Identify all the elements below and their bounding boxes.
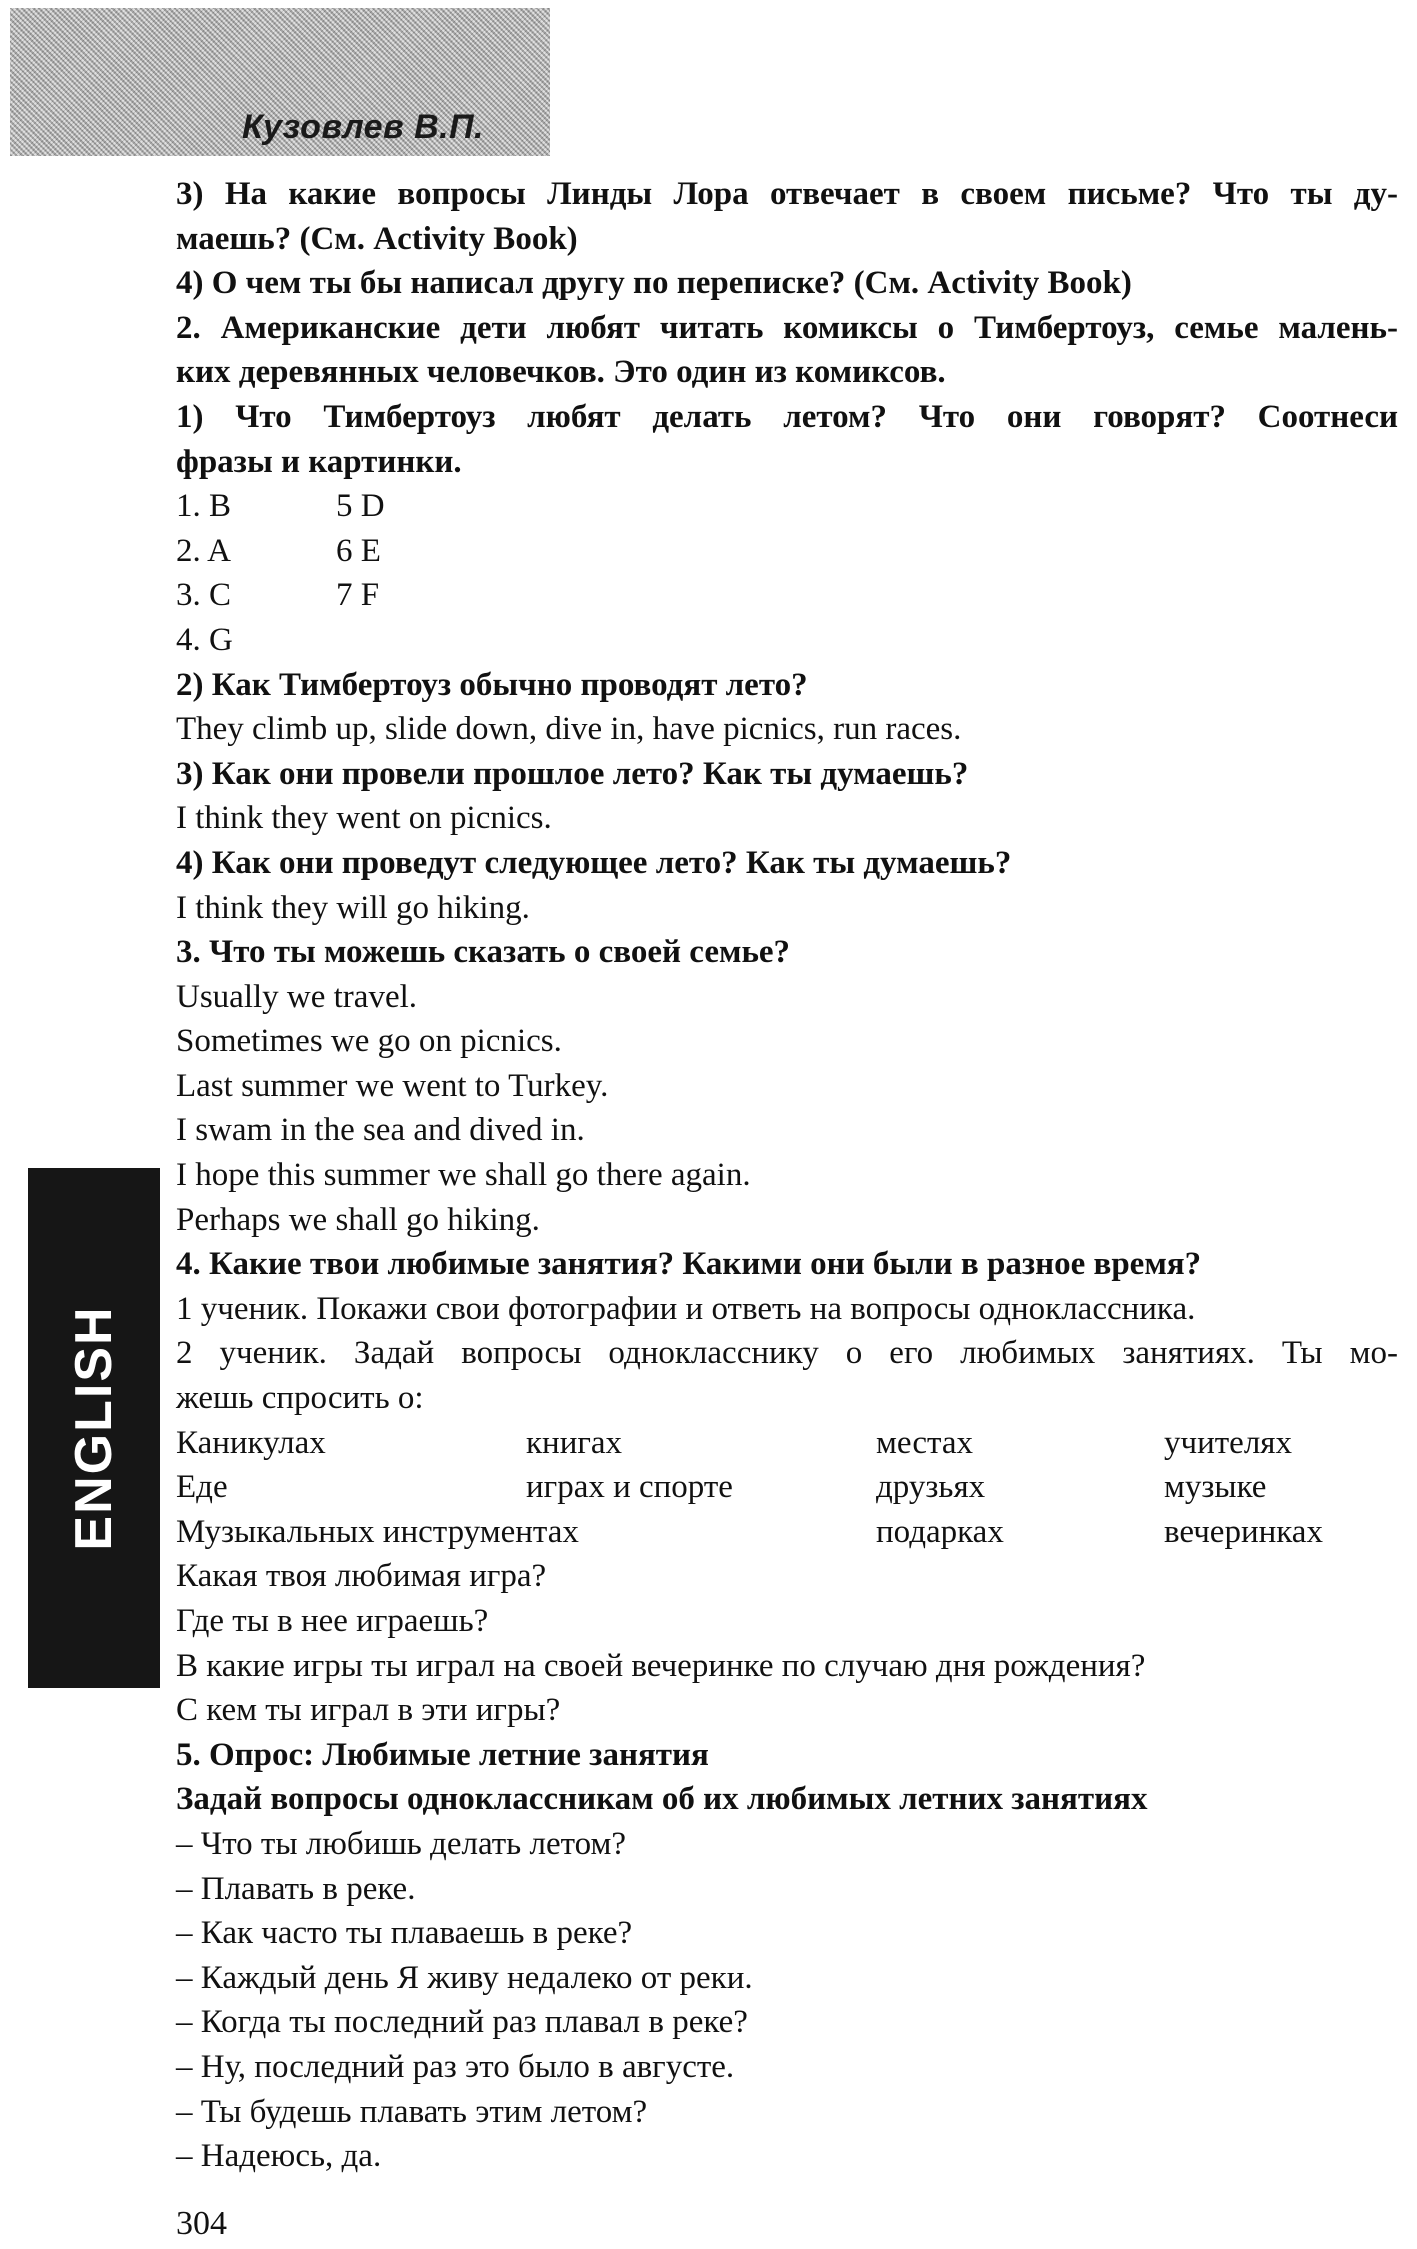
instruction-line: 2 ученик. Задай вопросы однокласснику о его любимых занятиях. Ты мо- — [176, 1335, 1398, 1372]
answer-line: They climb up, slide down, dive in, have picnics, run races. — [176, 711, 962, 748]
topic-item: книгах — [526, 1424, 623, 1461]
answer-line: I think they will go hiking. — [176, 889, 530, 926]
answer-line: Last summer we went to Turkey. — [176, 1067, 609, 1104]
answer-item: 1. B — [176, 488, 232, 525]
instruction-line: 1 ученик. Покажи свои фотографии и ответь на вопросы одноклассника. — [176, 1290, 1196, 1327]
answer-item: 4. G — [176, 621, 233, 658]
answer-item: 3. C — [176, 577, 232, 614]
dialogue-line: – Что ты любишь делать летом? — [176, 1825, 626, 1862]
topic-item: местах — [876, 1424, 973, 1461]
question-line: 1) Что Тимбертоуз любят делать летом? Что они говорят? Соотнеси — [176, 398, 1398, 435]
task-heading: 3. Что ты можешь сказать о своей семье? — [176, 934, 791, 971]
question-line: маешь? (См. Activity Book) — [176, 220, 578, 257]
page-number: 304 — [176, 2205, 227, 2242]
instruction-line: жешь спросить о: — [176, 1380, 424, 1417]
header-banner — [10, 8, 550, 156]
question-line: 4) Как они проведут следующее лето? Как ты думаешь? — [176, 844, 1012, 881]
dialogue-line: – Когда ты последний раз плавал в реке? — [176, 2004, 748, 2041]
dialogue-line: – Каждый день Я живу недалеко от реки. — [176, 1959, 753, 1996]
answer-item: 7 F — [336, 577, 380, 614]
dialogue-line: – Ты будешь плавать этим летом? — [176, 2093, 648, 2130]
topic-item: учителях — [1164, 1424, 1292, 1461]
topics-row — [176, 1510, 1398, 1555]
dialogue-line: – Плавать в реке. — [176, 1870, 416, 1907]
answer-line: Perhaps we shall go hiking. — [176, 1201, 540, 1238]
topic-item: Музыкальных инструментах — [176, 1513, 579, 1550]
answer-line: Sometimes we go on picnics. — [176, 1023, 562, 1060]
answer-item: 5 D — [336, 488, 385, 525]
task-heading: 5. Опрос: Любимые летние занятия — [176, 1736, 709, 1773]
task-heading: ких деревянных человечков. Это один из комиксов. — [176, 354, 946, 391]
topics-row — [176, 1465, 1398, 1510]
question-line: 3) Как они провели прошлое лето? Как ты думаешь? — [176, 755, 969, 792]
question-line: 3) На какие вопросы Линды Лора отвечает в своем письме? Что ты ду- — [176, 176, 1398, 212]
answer-line: I hope this summer we shall go there again. — [176, 1157, 751, 1194]
topic-item: Еде — [176, 1469, 228, 1506]
question-line: 4) О чем ты бы написал другу по переписке? (См. Activity Book) — [176, 265, 1132, 302]
answer-item: 6 E — [336, 532, 381, 569]
answer-pair-row — [176, 573, 1398, 618]
page-content — [176, 172, 1398, 2179]
topic-item: Каникулах — [176, 1424, 326, 1461]
answer-line: I think they went on picnics. — [176, 800, 552, 837]
dialogue-line: – Ну, последний раз это было в августе. — [176, 2048, 735, 2085]
example-question: Какая твоя любимая игра? — [176, 1558, 547, 1595]
dialogue-line: – Надеюсь, да. — [176, 2138, 382, 2175]
question-line: фразы и картинки. — [176, 443, 462, 480]
dialogue-line: – Как часто ты плаваешь в реке? — [176, 1915, 633, 1952]
answer-pair-row — [176, 618, 1398, 663]
example-question: С кем ты играл в эти игры? — [176, 1692, 561, 1729]
question-line: 2) Как Тимбертоуз обычно проводят лето? — [176, 666, 808, 703]
author-name: Кузовлев В.П. — [242, 108, 484, 146]
task-heading: 2. Американские дети любят читать комиксы о Тимбертоуз, семье малень- — [176, 309, 1398, 346]
topic-item: друзьях — [876, 1469, 986, 1506]
topics-row — [176, 1421, 1398, 1466]
task-heading: 4. Какие твои любимые занятия? Какими они были в разное время? — [176, 1246, 1202, 1283]
topic-item: подарках — [876, 1513, 1004, 1550]
side-tab-label: ENGLISH — [65, 1305, 123, 1551]
task-heading: Задай вопросы одноклассникам об их любимых летних занятиях — [176, 1781, 1148, 1818]
example-question: В какие игры ты играл на своей вечеринке по случаю дня рождения? — [176, 1647, 1146, 1684]
example-question: Где ты в нее играешь? — [176, 1603, 489, 1639]
side-tab — [28, 1168, 160, 1688]
answer-line: Usually we travel. — [176, 978, 418, 1015]
answer-line: I swam in the sea and dived in. — [176, 1112, 585, 1149]
topic-item: музыке — [1164, 1469, 1267, 1506]
answer-item: 2. A — [176, 532, 232, 569]
topic-item: вечеринках — [1164, 1513, 1323, 1550]
answer-pair-row — [176, 484, 1398, 529]
topic-item: играх и спорте — [526, 1469, 733, 1506]
answer-pair-row — [176, 529, 1398, 574]
